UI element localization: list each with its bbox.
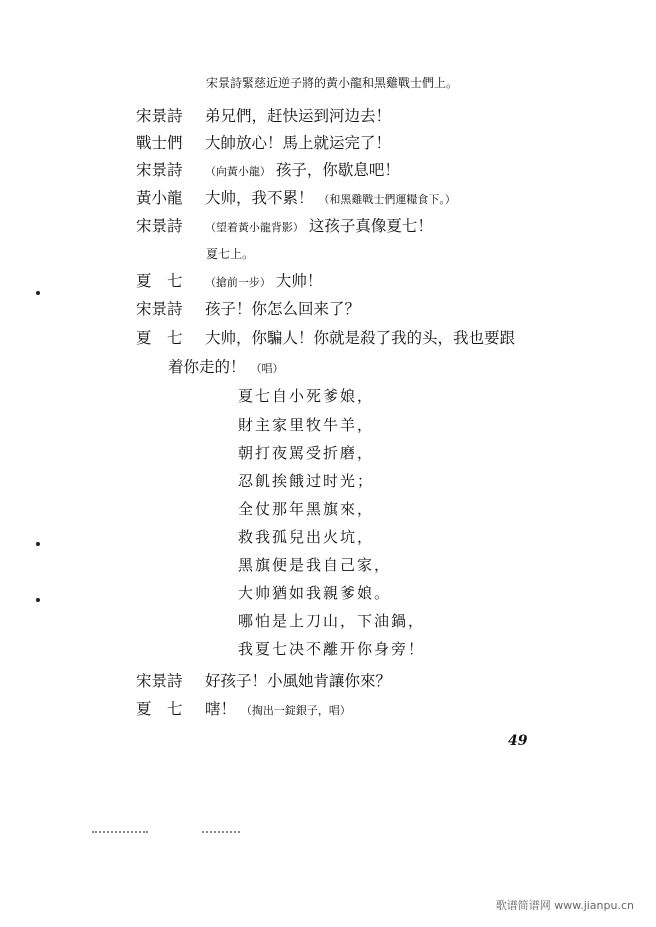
stage-note: （搶前一步） [204, 276, 271, 289]
line-text: 着你走的！ [168, 358, 246, 376]
stage-note: （和黑雞戰士們運糧食下。） [318, 193, 456, 206]
stage-note: （唱） [250, 362, 284, 375]
stage-note: （掏出一錠銀子，唱） [240, 704, 351, 717]
speaker: 黃小龍 [136, 189, 183, 207]
dialogue-line [136, 158, 400, 180]
line-text: 大帅，你騙人！你就是殺了我的头，我也要跟 [204, 329, 515, 347]
stage-note: （望着黃小龍背影） [204, 221, 304, 234]
verse-line: 夏七自小死爹娘， [238, 387, 375, 405]
verse-line: 救我孤兒出火坑， [238, 528, 375, 546]
speaker: 夏 七 [136, 272, 183, 290]
stage-direction-top: 宋景詩緊慈近逆子將的黃小龍和黑雞戰士們上。 [206, 76, 459, 90]
verse-line: 財主家里牧牛羊， [238, 416, 375, 434]
speaker: 宋景詩 [136, 672, 183, 690]
dialogue-line [136, 326, 515, 348]
speaker: 宋景詩 [136, 217, 183, 235]
dialogue-continuation [168, 355, 283, 377]
scan-dotted-mark [92, 831, 148, 836]
dialogue-line [136, 269, 322, 291]
scan-speck [36, 598, 40, 602]
speaker: 戰士們 [136, 134, 183, 152]
dialogue-line [136, 669, 391, 691]
scan-dotted-mark [202, 831, 240, 836]
dialogue-line [136, 214, 433, 236]
speaker: 宋景詩 [136, 300, 183, 318]
line-text: 大帅，我不累！ [204, 189, 314, 207]
dialogue-line [136, 697, 351, 719]
verse-line: 忍飢挨餓过时光； [238, 472, 375, 490]
line-text: 好孩子！小風她肯讓你來？ [204, 672, 391, 690]
line-text: 嗐！ [204, 700, 236, 718]
verse-line: 朝打夜駡受折磨， [238, 444, 375, 462]
watermark: 歌谱简谱网 www.jianpu.cn [495, 899, 634, 912]
dialogue-line [136, 104, 391, 126]
verse-line: 黑旗便是我自己家， [238, 556, 392, 574]
speaker: 宋景詩 [136, 161, 183, 179]
verse-line: 我夏七决不離开你身旁！ [238, 640, 426, 658]
line-text: 孩子，你歇息吧！ [275, 161, 400, 179]
dialogue-line [136, 131, 391, 153]
scan-speck [36, 542, 40, 546]
speaker: 夏 七 [136, 329, 183, 347]
scan-speck [36, 291, 40, 295]
speaker: 夏 七 [136, 700, 183, 718]
dialogue-line [136, 186, 456, 208]
stage-note: （向黃小龍） [204, 165, 271, 178]
speaker: 宋景詩 [136, 107, 183, 125]
line-text: 大帥放心！馬上就运完了！ [204, 134, 391, 152]
verse-line: 大帅猶如我親爹娘。 [238, 584, 392, 602]
verse-line: 哪怕是上刀山，下油鍋， [238, 612, 426, 630]
stage-direction-mid: 夏七上。 [206, 247, 255, 261]
verse-line: 全仗那年黑旗來， [238, 500, 375, 518]
dialogue-line [136, 297, 360, 319]
page-number: 49 [508, 733, 528, 749]
line-text: 孩子！你怎么回来了？ [204, 300, 360, 318]
line-text: 大帅！ [275, 272, 323, 290]
line-text: 弟兄們，赶快运到河边去！ [204, 107, 391, 125]
line-text: 这孩子真像夏七！ [308, 217, 433, 235]
